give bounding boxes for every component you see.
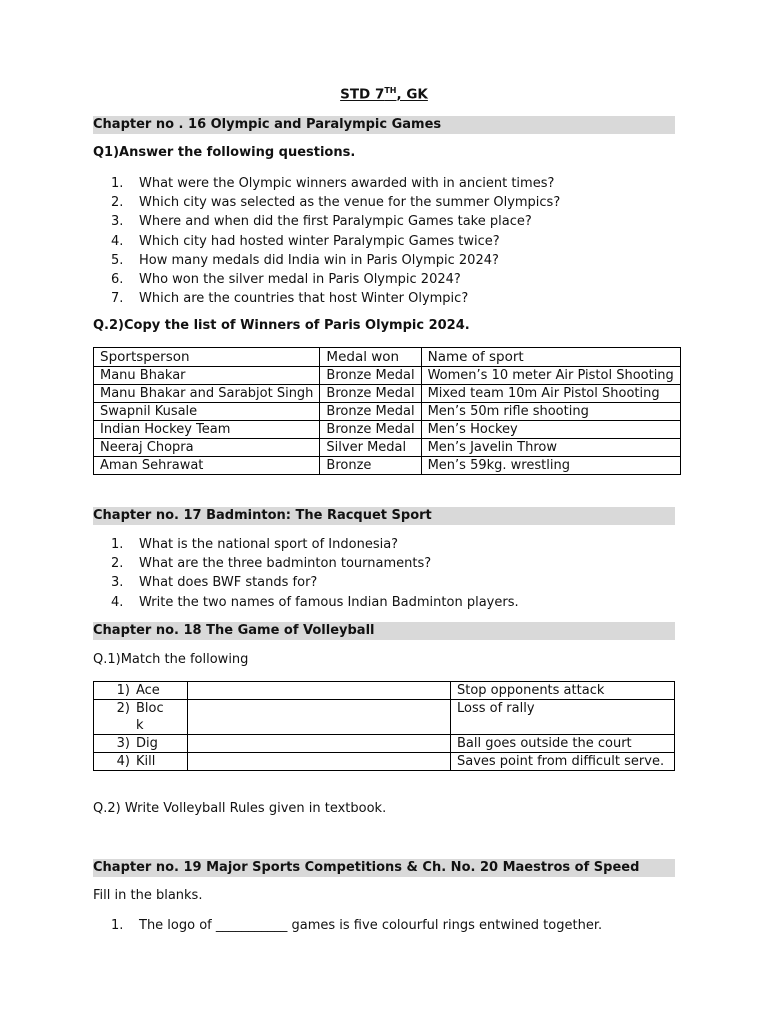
table-row xyxy=(94,457,681,475)
table-header-row xyxy=(94,348,681,367)
table-cell: Men’s Javelin Throw xyxy=(421,439,680,457)
q2-heading: Q.2)Copy the list of Winners of Paris Olympic 2024. xyxy=(93,318,470,333)
winners-table xyxy=(93,347,681,475)
table-cell: Men’s 59kg. wrestling xyxy=(421,457,680,475)
table-row xyxy=(94,439,681,457)
match-definition: Ball goes outside the court xyxy=(450,735,674,753)
table-row xyxy=(94,735,675,753)
chapter-16-question-list xyxy=(93,174,560,308)
match-term: 4) Kill xyxy=(94,753,188,771)
table-cell: Silver Medal xyxy=(320,439,421,457)
match-blank xyxy=(187,753,450,771)
q1-heading: Q1)Answer the following questions. xyxy=(93,145,356,160)
match-definition: Saves point from difficult serve. xyxy=(450,753,674,771)
table-cell: Bronze Medal xyxy=(320,385,421,403)
table-cell: Aman Sehrawat xyxy=(94,457,320,475)
table-cell: Bronze Medal xyxy=(320,403,421,421)
table-row xyxy=(94,403,681,421)
list-item: 4. Which city had hosted winter Paralympic Games twice? xyxy=(111,233,500,249)
list-item: 7. Which are the countries that host Winter Olympic? xyxy=(111,291,469,307)
list-item: 1. What were the Olympic winners awarded with in ancient times? xyxy=(111,176,555,191)
table-cell: Men’s 50m rifle shooting xyxy=(421,403,680,421)
table-cell: Swapnil Kusale xyxy=(94,403,320,421)
table-cell: Bronze Medal xyxy=(320,421,421,439)
list-item: 5. How many medals did India win in Paris Olympic 2024? xyxy=(111,252,499,268)
table-cell: Women’s 10 meter Air Pistol Shooting xyxy=(421,367,680,385)
table-row xyxy=(94,753,675,771)
fill-blanks-heading: Fill in the blanks. xyxy=(93,888,203,903)
table-row xyxy=(94,700,675,735)
match-blank xyxy=(187,700,450,735)
table-row xyxy=(94,385,681,403)
table-cell: Manu Bhakar xyxy=(94,367,320,385)
page-title: STD 7TH, GK xyxy=(340,86,428,103)
list-item: 3. What does BWF stands for? xyxy=(111,575,318,591)
table-cell: Men’s Hockey xyxy=(421,421,680,439)
list-item: 6. Who won the silver medal in Paris Olympic 2024? xyxy=(111,271,461,287)
match-table xyxy=(93,681,675,771)
chapter-19-heading: Chapter no. 19 Major Sports Competitions & Ch. No. 20 Maestros of Speed xyxy=(93,859,675,877)
chapter-16-heading: Chapter no . 16 Olympic and Paralympic Games xyxy=(93,116,675,134)
match-heading: Q.1)Match the following xyxy=(93,652,249,667)
table-cell: Bronze xyxy=(320,457,421,475)
table-cell: Indian Hockey Team xyxy=(94,421,320,439)
match-term: 3) Dig xyxy=(94,735,188,753)
fill-blanks-list xyxy=(93,916,602,935)
table-row xyxy=(94,367,681,385)
list-item: 2. Which city was selected as the venue for the summer Olympics? xyxy=(111,195,561,211)
list-item: 3. Where and when did the first Paralympic Games take place? xyxy=(111,214,532,230)
volleyball-rules-question: Q.2) Write Volleyball Rules given in textbook. xyxy=(93,801,387,816)
table-cell: Manu Bhakar and Sarabjot Singh xyxy=(94,385,320,403)
match-term: 2) Bloc k xyxy=(94,700,188,735)
table-cell: Bronze Medal xyxy=(320,367,421,385)
column-header: Sportsperson xyxy=(94,348,320,367)
chapter-18-heading: Chapter no. 18 The Game of Volleyball xyxy=(93,622,675,640)
table-row xyxy=(94,421,681,439)
list-item: 2. What are the three badminton tournaments? xyxy=(111,556,432,572)
list-item: 1. The logo of ___________ games is five colourful rings entwined together. xyxy=(111,918,603,933)
match-definition: Stop opponents attack xyxy=(450,682,674,700)
match-blank xyxy=(187,682,450,700)
list-item: 4. Write the two names of famous Indian Badminton players. xyxy=(111,594,519,610)
table-row xyxy=(94,682,675,700)
match-definition: Loss of rally xyxy=(450,700,674,735)
column-header: Medal won xyxy=(320,348,421,367)
column-header: Name of sport xyxy=(421,348,680,367)
match-term: 1) Ace xyxy=(94,682,188,700)
table-cell: Mixed team 10m Air Pistol Shooting xyxy=(421,385,680,403)
table-cell: Neeraj Chopra xyxy=(94,439,320,457)
chapter-17-question-list xyxy=(93,535,519,612)
list-item: 1. What is the national sport of Indonesia? xyxy=(111,537,399,552)
match-blank xyxy=(187,735,450,753)
chapter-17-heading: Chapter no. 17 Badminton: The Racquet Sport xyxy=(93,507,675,525)
